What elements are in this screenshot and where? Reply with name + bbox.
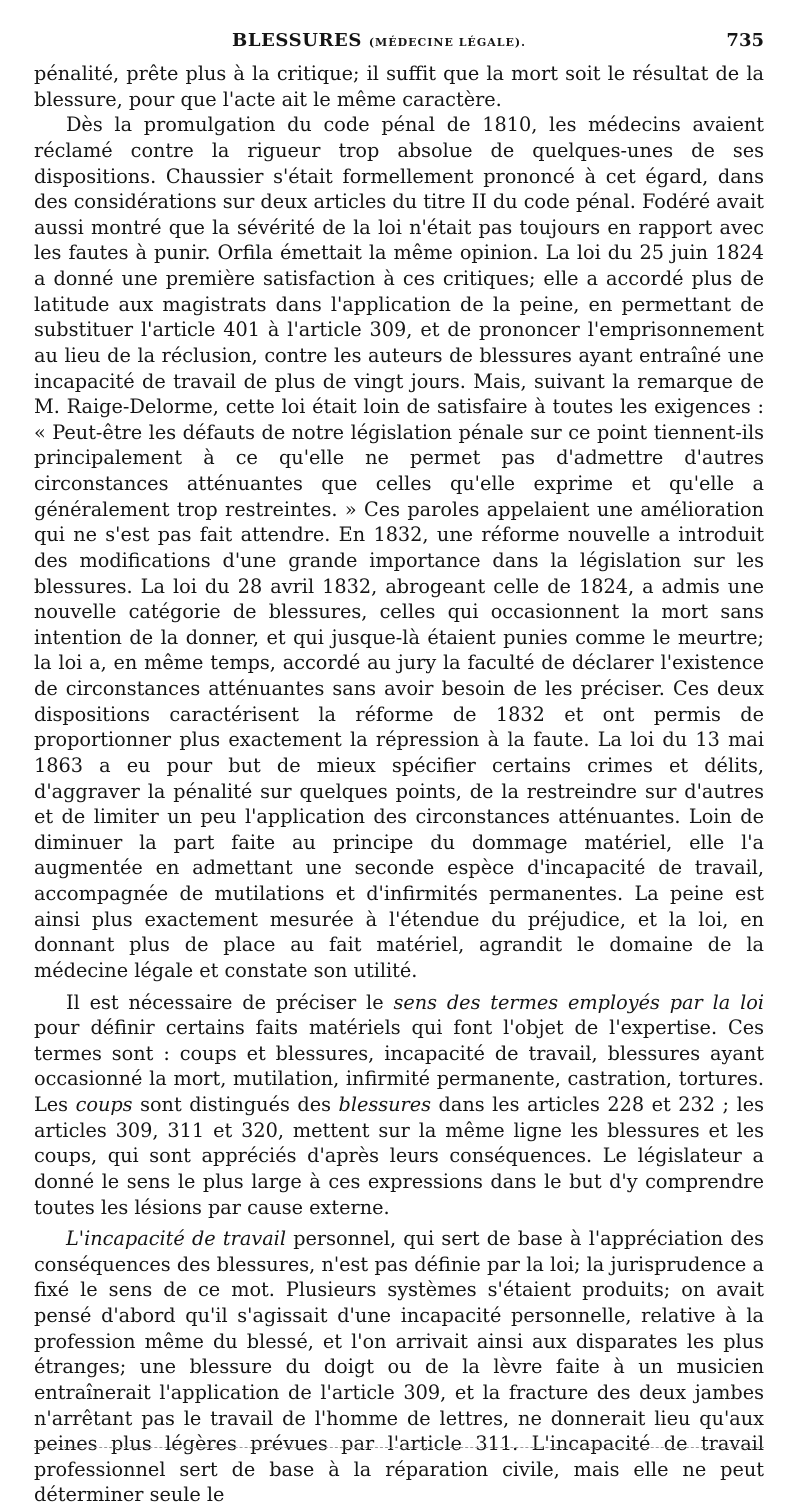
paragraph-terms-of-law [34, 990, 764, 1221]
italic-term-incapacite: incapacité de travail [84, 1227, 286, 1251]
italic-phrase: sens des termes employés par la loi [393, 990, 764, 1014]
text-run: dans les articles 228 et 232 ; les articles 309, 311 et 320, mettent sur la même ligne les blessures et les coups, qui sont appréciés d'après leurs conséquences. Le législateur a donné le sens le plus large à ces expressions dans le but d'y comprendre toutes les lésions par cause externe. [34, 1093, 764, 1219]
body-text [34, 61, 764, 1508]
paragraph-incapacite-de-travail [34, 1226, 764, 1508]
text-run: pour définir certains faits matériels qui font l'objet de l'expertise. Ces termes sont : coups et blessures, incapacité de travail, blessures ayant occasionné la mort, mutilation, infirmité permanente, castration, tortures. Les [34, 1016, 764, 1116]
running-title-main: BLESSURES [232, 30, 362, 51]
paragraph-code-penal-history: Dès la promulgation du code pénal de 1810, les médecins avaient réclamé contre la rigueur trop absolue de quelques-unes de ses dispositions. Chaussier s'était formellement prononcé à cet égard, dans des considérations sur deux articles du titre II du code pénal. Fodéré avait aussi montré que la sévérité de la loi n'était pas toujours en rapport avec les fautes à punir. Orfila émettait la même opinion. La loi du 25 juin 1824 a donné une première satisfaction à ces critiques; elle a accordé plus de latitude aux magistrats dans l'application de la peine, en permettant de substituer l'article 401 à l'article 309, et de prononcer l'emprisonnement au lieu de la réclusion, contre les auteurs de blessures ayant entraîné une incapacité de travail de plus de vingt jours. Mais, suivant la remarque de M. Raige-Delorme, cette loi était loin de satisfaire à toutes les exigences : « Peut-être les défauts de notre législation pénale sur ce point tiennent-ils principalement à ce qu'elle ne permet pas d'admettre d'autres circonstances atténuantes que celles qu'elle exprime et qu'elle a généralement trop restreintes. » Ces paroles appelaient une amélioration qui ne s'est pas fait attendre. En 1832, une réforme nouvelle a introduit des modifications d'une grande importance dans la législation sur les blessures. La loi du 28 avril 1832, abrogeant celle de 1824, a admis une nouvelle catégorie de blessures, celles qui occasionnent la mort sans intention de la donner, et qui jusque-là étaient punies comme le meurtre; la loi a, en même temps, accordé au jury la faculté de déclarer l'existence de circonstances atténuantes sans avoir besoin de les préciser. Ces deux dispositions caractérisent la réforme de 1832 et ont permis de proportionner plus exactement la répression à la faute. La loi du 13 mai 1863 a eu pour but de mieux spécifier certains crimes et délits, d'aggraver la pénalité sur quelques points, de la restreindre sur d'autres et de limiter un peu l'application des circonstances atténuantes. Loin de diminuer la part faite au principe du dommage matériel, elle l'a augmentée en admettant une seconde espèce d'incapacité de travail, accompagnée de mutilations et d'infirmités permanentes. La peine est ainsi plus exactement mesurée à l'étendue du préjudice, et la loi, en donnant plus de place au fait matériel, agrandit le domaine de la médecine légale et constate son utilité. [34, 113, 764, 982]
running-title-subtitle: (MÉDECINE LÉGALE). [368, 36, 526, 49]
page-number: 735 [726, 30, 764, 51]
italic-article: L' [66, 1227, 85, 1251]
italic-term-coups: coups [75, 1093, 133, 1116]
italic-term-blessures: blessures [338, 1093, 431, 1116]
running-title [232, 30, 526, 51]
footer-rule [34, 1447, 764, 1448]
paragraph-continuation: pénalité, prête plus à la critique; il suffit que la mort soit le résultat de la blessure, pour que l'acte ait le même caractère. [34, 62, 764, 111]
page-header [34, 28, 764, 56]
text-run: Il est nécessaire de préciser le [66, 990, 394, 1014]
text-run: sont distingués des [132, 1093, 339, 1116]
text-run: personnel, qui sert de base à l'appréciation des conséquences des blessures, n'est pas définie par la loi; la jurisprudence a fixé le sens de ce mot. Plusieurs systèmes s'étaient produits; on avait pensé d'abord qu'il s'agissait d'une incapacité personnelle, relative à la profession même du blessé, et l'on arrivait ainsi aux disparates les plus étranges; une blessure du doigt ou de la lèvre faite à un musicien entraînerait l'application de l'article 309, et la fracture des deux jambes n'arrêtant pas le travail de l'homme de lettres, ne donnerait lieu qu'aux peines plus légères prévues par l'article 311. L'incapacité de travail professionnel sert de base à la réparation civile, mais elle ne peut déterminer seule le [34, 1227, 764, 1507]
